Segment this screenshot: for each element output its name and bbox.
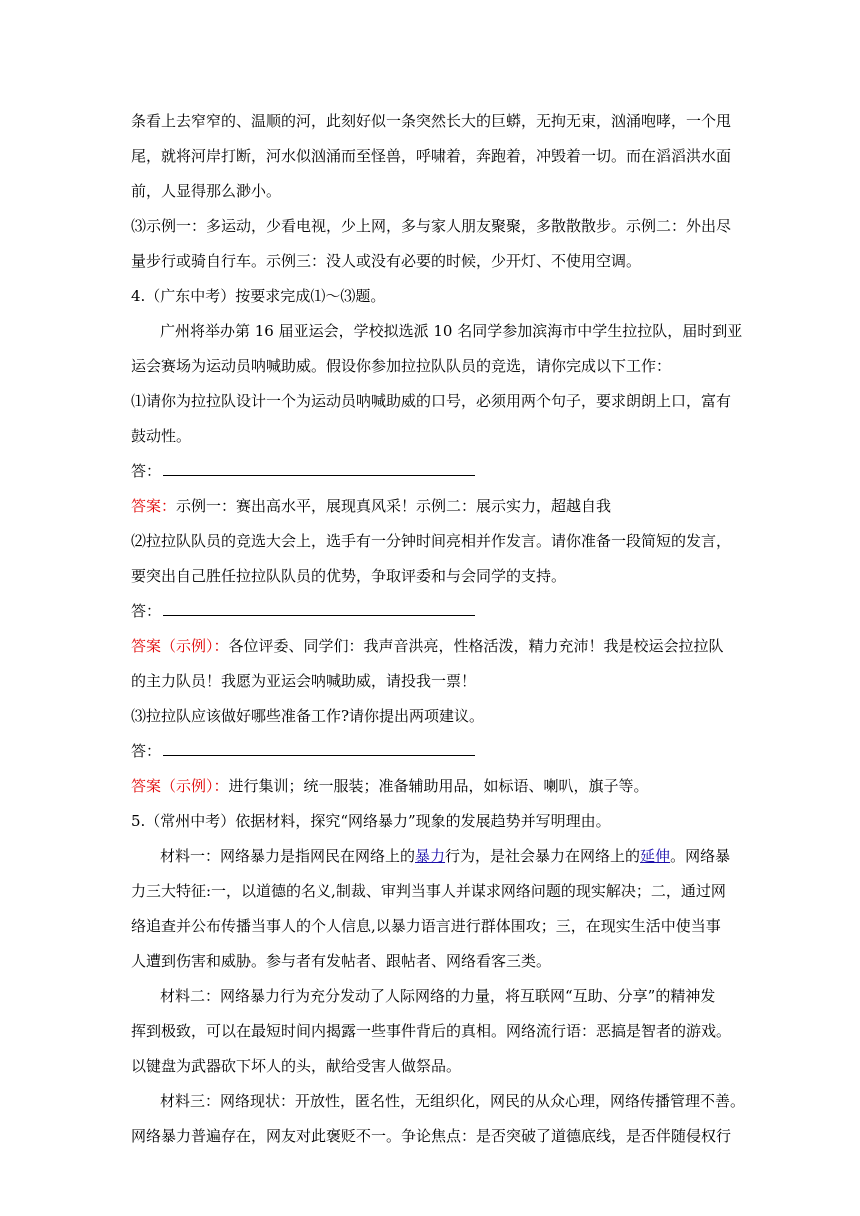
text-line: 以键盘为武器砍下坏人的头，献给受害人做祭品。 [131,1057,462,1075]
text-line: 力三大特征:一，以道德的名义,制裁、审判当事人并谋求网络问题的现实解决；二，通过网 [131,882,726,900]
answer-line [131,776,741,796]
text-line: 条看上去窄窄的、温顺的河，此刻好似一条突然长大的巨蟒，无拘无束，汹涌咆哮，一个甩 [131,112,732,130]
text-line: 前，人显得那么渺小。 [131,182,282,200]
answer-label: 答案： [131,497,177,515]
text-line: 要突出自己胜任拉拉队队员的优势，争取评委和与会同学的支持。 [131,567,567,585]
answer-blank-line [131,601,741,621]
answer-text: 进行集训；统一服装；准备辅助用品，如标语、喇叭，旗子等。 [228,777,649,795]
text-line: ⑴请你为拉拉队设计一个为运动员呐喊助威的口号，必须用两个句子，要求朗朗上口，富有 [131,392,732,410]
text-line [160,846,770,866]
answer-line [131,636,741,656]
answer-blank-line [131,741,741,761]
answer-text: 示例一：赛出高水平，展现真风采！示例二：展示实力，超越自我 [176,497,612,515]
question-heading: 4.（广东中考）按要求完成⑴～⑶题。 [131,287,386,305]
text-line: 的主力队员！我愿为亚运会呐喊助威，请投我一票！ [131,672,477,690]
question-heading: 5.（常州中考）依据材料，探究“网络暴力”现象的发展趋势并写明理由。 [131,812,611,830]
text-line: 人遭到伤害和威胁。参与者有发帖者、跟帖者、网络看客三类。 [131,952,552,970]
text-line: 尾，就将河岸打断，河水似汹涌而至怪兽，呼啸着，奔跑着，冲毁着一切。而在滔滔洪水面 [131,147,732,165]
text-line: 运会赛场为运动员呐喊助威。假设你参加拉拉队队员的竞选，请你完成以下工作： [131,357,672,375]
answer-prefix: 答： [131,742,162,760]
answer-prefix: 答： [131,462,162,480]
text-line: 网络暴力普遍存在，网友对此褒贬不一。争论焦点：是否突破了道德底线，是否伴随侵权行 [131,1127,732,1145]
answer-blank [163,741,475,756]
answer-blank [163,601,475,616]
text-segment: 行为，是社会暴力在网络上的 [445,847,641,865]
text-line: ⑵拉拉队队员的竞选大会上，选手有一分钟时间亮相并作发言。请你准备一段简短的发言， [131,532,732,550]
text-line: ⑶示例一：多运动，少看电视，少上网，多与家人朋友聚聚，多散散散步。示例二：外出尽 [131,217,732,235]
text-line: 络追查并公布传播当事人的个人信息,以暴力语言进行群体围攻；三，在现实生活中使当事 [131,917,721,935]
text-line: 量步行或骑自行车。示例三：没人或没有必要的时候，少开灯、不使用空调。 [131,252,642,270]
answer-blank-line [131,461,741,481]
text-line: 广州将举办第 16 届亚运会，学校拟选派 10 名同学参加滨海市中学生拉拉队，届时到亚 [160,322,743,340]
link-violence[interactable]: 暴力 [415,847,446,865]
text-line: 鼓动性。 [131,427,192,445]
text-segment: 材料一：网络暴力是指网民在网络上的 [160,847,416,865]
link-extension[interactable]: 延伸 [640,847,671,865]
answer-line [131,496,741,516]
answer-blank [163,461,475,476]
text-line: 挥到极致，可以在最短时间内揭露一些事件背后的真相。网络流行语：恶搞是智者的游戏。 [131,1022,732,1040]
answer-label: 答案（示例）： [131,637,229,655]
text-line: 材料二：网络暴力行为充分发动了人际网络的力量，将互联网“互助、分享”的精神发 [160,987,716,1005]
text-line: ⑶拉拉队应该做好哪些准备工作?请你提出两项建议。 [131,707,485,725]
answer-prefix: 答： [131,602,162,620]
answer-text: 各位评委、同学们：我声音洪亮，性格活泼，精力充沛！我是校运会拉拉队 [228,637,724,655]
answer-label: 答案（示例）： [131,777,229,795]
text-segment: 。网络暴 [670,847,731,865]
text-line: 材料三：网络现状：开放性，匿名性，无组织化，网民的从众心理，网络传播管理不善。 [160,1092,746,1110]
